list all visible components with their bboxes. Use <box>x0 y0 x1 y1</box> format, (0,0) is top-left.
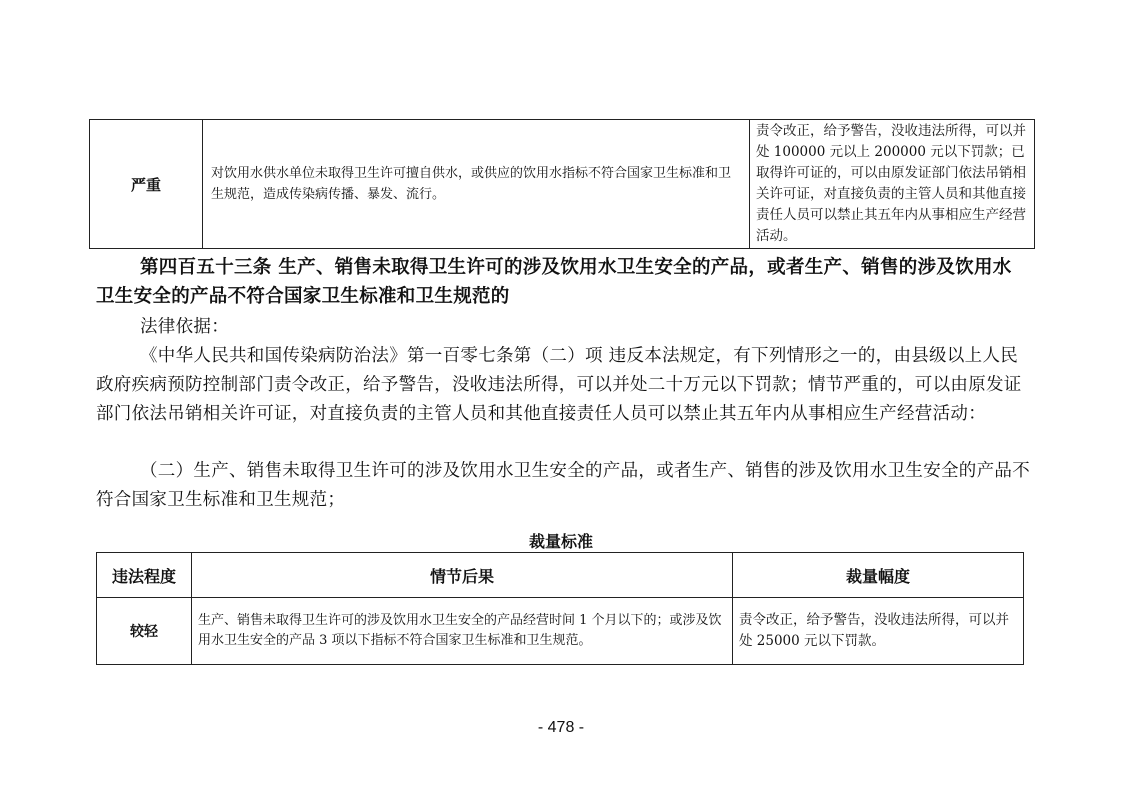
article-heading: 第四百五十三条 生产、销售未取得卫生许可的涉及饮用水卫生安全的产品，或者生产、销售的涉及饮用水卫生安全的产品不符合国家卫生标准和卫生规范的 <box>96 257 1012 307</box>
circumstance-cell: 对饮用水供水单位未取得卫生许可擅自供水，或供应的饮用水指标不符合国家卫生标准和卫生规范，造成传染病传播、暴发、流行。 <box>203 120 750 249</box>
header-row <box>97 553 1024 598</box>
table-row <box>97 598 1024 665</box>
circumstance-cell: 生产、销售未取得卫生许可的涉及饮用水卫生安全的产品经营时间 1 个月以下的；或涉及饮用水卫生安全的产品 3 项以下指标不符合国家卫生标准和卫生规范。 <box>192 598 733 665</box>
item-text: （二）生产、销售未取得卫生许可的涉及饮用水卫生安全的产品，或者生产、销售的涉及饮用水卫生安全的产品不符合国家卫生标准和卫生规范； <box>96 461 1030 510</box>
table-caption: 裁量标准 <box>528 532 593 551</box>
header-circumstance: 情节后果 <box>192 553 733 598</box>
legal-basis-label: 法律依据： <box>140 317 229 337</box>
penalty-cell: 责令改正，给予警告，没收违法所得，可以并处 100000 元以上 200000 元以下罚款；已取得许可证的，可以由原发证部门依法吊销相关许可证，对直接负责的主管人员和其他直接责任人员可以禁止其五年内从事相应生产经营活动。 <box>750 120 1035 249</box>
page-number: - 478 - <box>537 719 585 736</box>
degree-cell: 严重 <box>90 120 203 249</box>
standard-table <box>96 552 1024 665</box>
table-row <box>90 120 1035 249</box>
header-penalty: 裁量幅度 <box>733 553 1024 598</box>
header-degree: 违法程度 <box>97 553 192 598</box>
degree-cell: 较轻 <box>97 598 192 665</box>
top-table <box>89 119 1035 249</box>
penalty-cell: 责令改正，给予警告，没收违法所得，可以并处 25000 元以下罚款。 <box>733 598 1024 665</box>
law-text: 《中华人民共和国传染病防治法》第一百零七条第（二）项 违反本法规定，有下列情形之一的，由县级以上人民政府疾病预防控制部门责令改正，给予警告，没收违法所得，可以并处二十万元以下罚款；情节严重的，可以由原发证部门依法吊销相关许可证，对直接负责的主管人员和其他直接责任人员可以禁止其五年内从事相应生产经营活动： <box>96 346 1022 424</box>
